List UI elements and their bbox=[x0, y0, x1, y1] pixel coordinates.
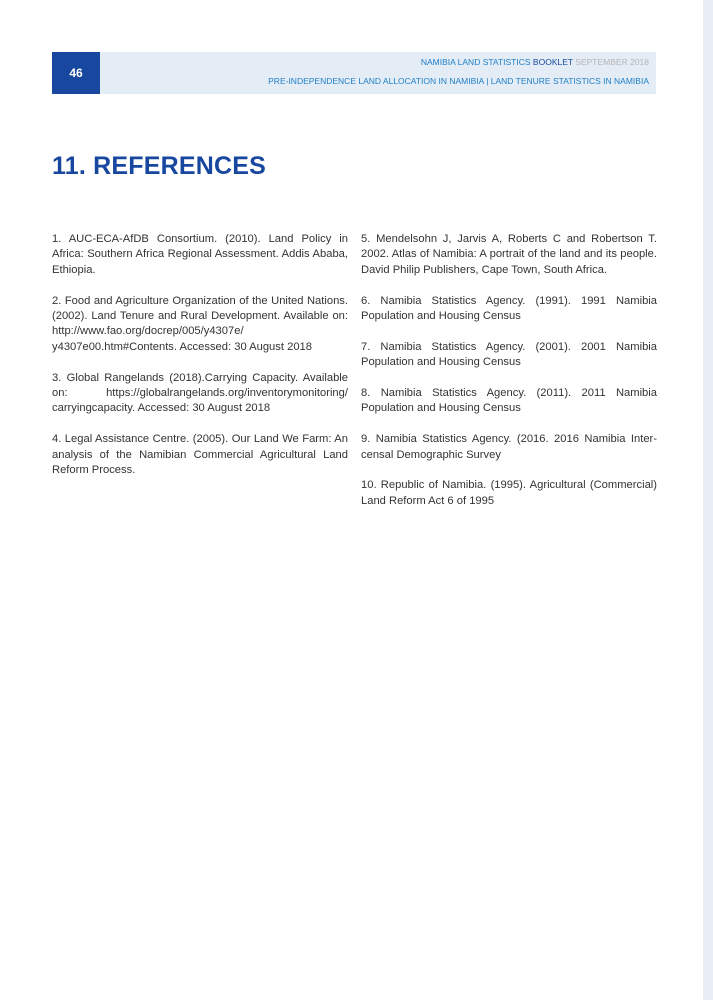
references-left-column bbox=[52, 232, 348, 494]
page-header bbox=[52, 52, 656, 94]
reference-item: 5. Mendelsohn J, Jarvis A, Roberts C and Robertson T. 2002. Atlas of Namibia: A portrait of the land and its people. David Philip Publishers, Cape Town, South Africa. bbox=[361, 233, 657, 276]
booklet-prefix: NAMIBIA LAND STATISTICS bbox=[420, 57, 531, 67]
page-number: 46 bbox=[52, 52, 100, 94]
reference-item: 8. Namibia Statistics Agency. (2011). 2011 Namibia Population and Housing Census bbox=[361, 387, 657, 415]
booklet-title bbox=[421, 57, 649, 67]
booklet-word: BOOKLET bbox=[532, 57, 573, 67]
booklet-date: SEPTEMBER 2018 bbox=[575, 57, 649, 67]
page-edge-strip bbox=[703, 0, 713, 1000]
reference-item: 4. Legal Assistance Centre. (2005). Our Land We Farm: An analysis of the Namibian Commercial Agricultural Land Reform Process. bbox=[52, 433, 348, 477]
reference-item: 6. Namibia Statistics Agency. (1991). 1991 Namibia Population and Housing Census bbox=[361, 294, 657, 323]
section-title: PRE-INDEPENDENCE LAND ALLOCATION IN NAMIBIA | LAND TENURE STATISTICS IN NAMIBIA bbox=[268, 76, 649, 86]
references-right-column bbox=[361, 232, 657, 525]
reference-item: 1. AUC-ECA-AfDB Consortium. (2010). Land Policy in Africa: Southern Africa Regional Assessment. Addis Ababa, Ethiopia. bbox=[52, 233, 348, 276]
reference-item: 10. Republic of Namibia. (1995). Agricultural (Commercial) Land Reform Act 6 of 1995 bbox=[361, 479, 657, 507]
reference-item: 2. Food and Agriculture Organization of the United Nations. (2002). Land Tenure and Rural Development. Available on: http://www.fao.org/docrep/005/y4307e/ y4307e00.htm#Contents. Accessed: 30 August 2018 bbox=[52, 294, 348, 353]
page-title: 11. REFERENCES bbox=[52, 152, 266, 180]
reference-item: 7. Namibia Statistics Agency. (2001). 2001 Namibia Population and Housing Census bbox=[361, 340, 657, 369]
reference-item: 3. Global Rangelands (2018).Carrying Capacity. Available on: https://globalrangelands.org/inventorymonitoring/ carryingcapacity. Accessed: 30 August 2018 bbox=[52, 371, 348, 415]
reference-item: 9. Namibia Statistics Agency. (2016. 2016 Namibia Inter-censal Demographic Survey bbox=[361, 433, 657, 461]
